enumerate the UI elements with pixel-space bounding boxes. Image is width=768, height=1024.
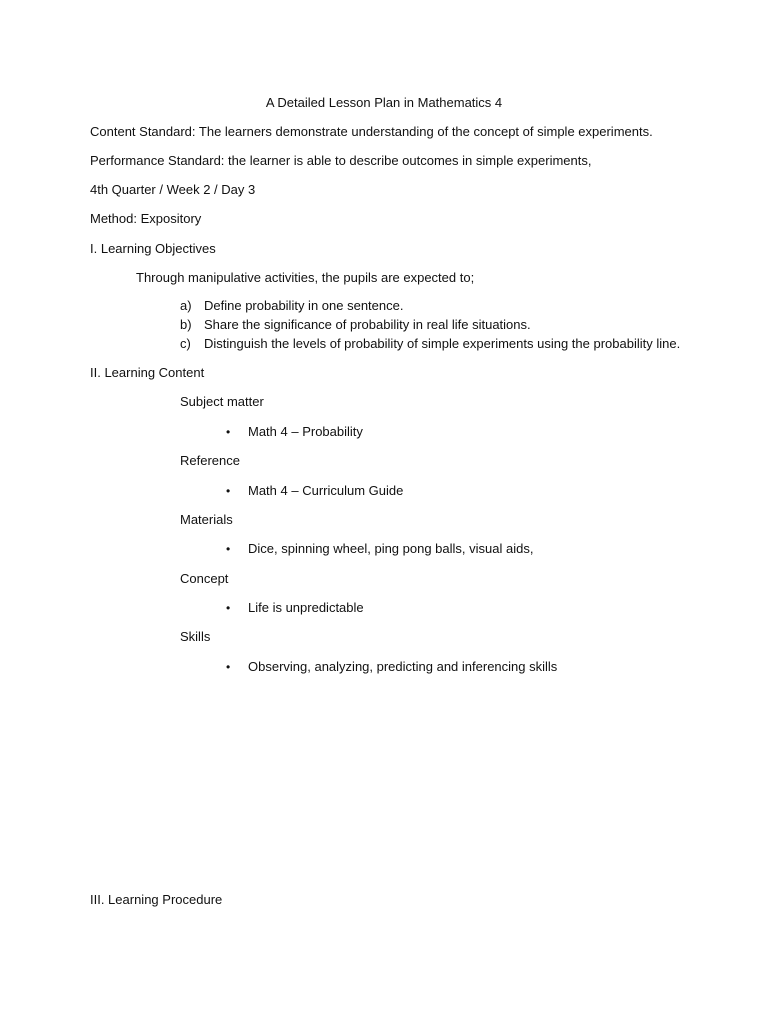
bullet-icon: • — [226, 484, 231, 498]
content-bullet-item — [226, 541, 533, 557]
objective-text: Share the significance of probability in real life situations. — [204, 317, 531, 332]
document-title: A Detailed Lesson Plan in Mathematics 4 — [265, 95, 503, 110]
bullet-icon: • — [226, 425, 231, 439]
section-heading-procedure: III. Learning Procedure — [90, 892, 223, 907]
objective-marker: b) — [180, 317, 192, 332]
content-standard: Content Standard: The learners demonstrate understanding of the concept of simple experiments. — [90, 124, 653, 139]
section-heading-objectives: I. Learning Objectives — [90, 241, 216, 256]
objective-marker: a) — [180, 298, 192, 313]
objective-item — [180, 336, 680, 352]
content-value: Math 4 – Probability — [248, 424, 363, 439]
performance-standard: Performance Standard: the learner is able to describe outcomes in simple experiments, — [90, 153, 592, 168]
content-label-concept: Concept — [180, 571, 229, 586]
content-bullet-item — [226, 424, 363, 440]
content-bullet-item — [226, 483, 403, 499]
method: Method: Expository — [90, 211, 202, 226]
content-bullet-item — [226, 600, 364, 616]
bullet-icon: • — [226, 601, 231, 615]
objective-text: Define probability in one sentence. — [204, 298, 404, 313]
bullet-icon: • — [226, 542, 231, 556]
objectives-intro: Through manipulative activities, the pupils are expected to; — [136, 270, 475, 285]
content-value: Math 4 – Curriculum Guide — [248, 483, 404, 498]
content-value: Dice, spinning wheel, ping pong balls, visual aids, — [248, 541, 534, 556]
content-value: Observing, analyzing, predicting and inferencing skills — [248, 659, 558, 674]
bullet-icon: • — [226, 660, 231, 674]
content-label-subject-matter: Subject matter — [180, 394, 264, 409]
content-label-materials: Materials — [180, 512, 233, 527]
schedule: 4th Quarter / Week 2 / Day 3 — [90, 182, 256, 197]
section-heading-content: II. Learning Content — [90, 365, 205, 380]
objective-item — [180, 317, 531, 333]
objective-marker: c) — [180, 336, 191, 351]
objective-text: Distinguish the levels of probability of simple experiments using the probability line. — [204, 336, 681, 351]
content-bullet-item — [226, 659, 557, 675]
content-value: Life is unpredictable — [248, 600, 364, 615]
content-label-reference: Reference — [180, 453, 240, 468]
content-label-skills: Skills — [180, 629, 211, 644]
objective-item — [180, 298, 403, 314]
